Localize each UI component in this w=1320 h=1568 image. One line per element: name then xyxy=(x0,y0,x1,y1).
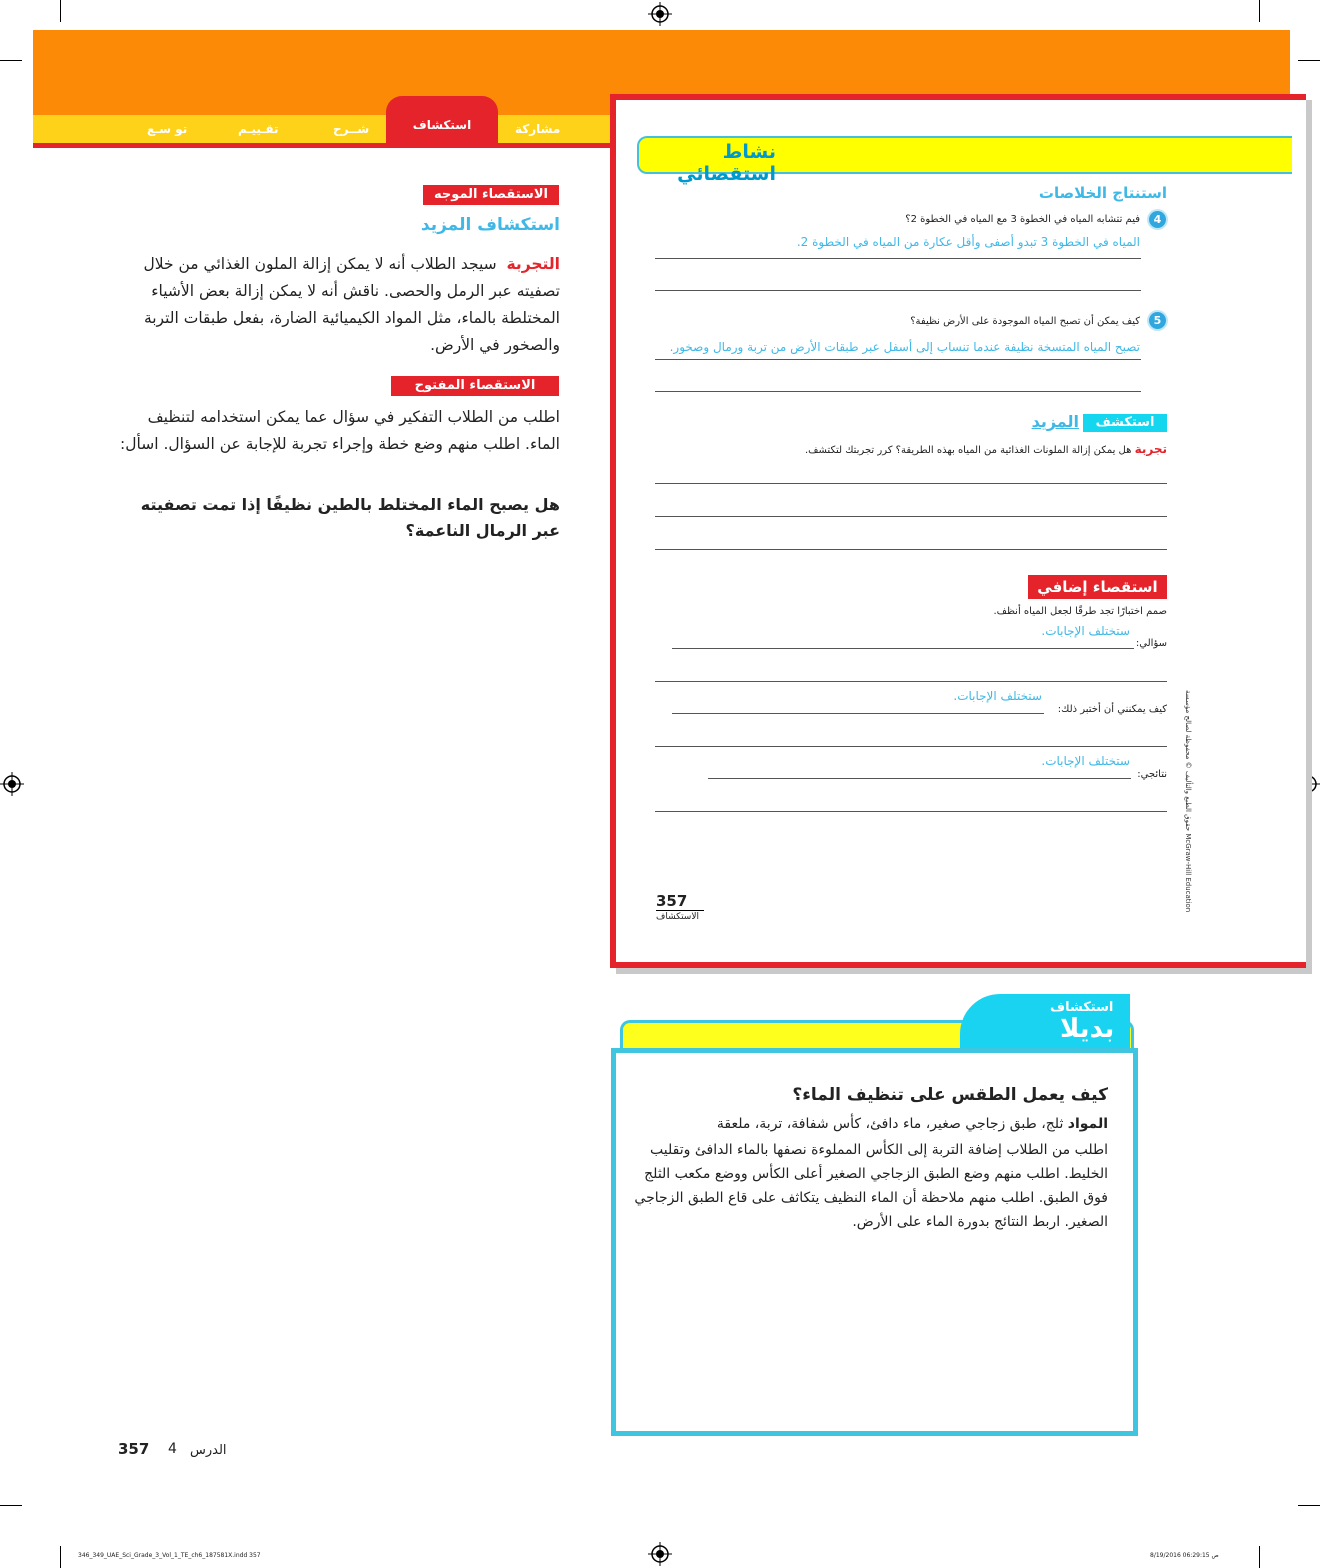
tab-explain[interactable]: شــرح xyxy=(333,122,370,136)
student-page-frame xyxy=(610,94,1306,968)
copyright-side-note: McGraw-Hill Education حقوق الطبع والتأليف © محفوظة لصالح مؤسسة xyxy=(1184,690,1192,913)
alt-activity-box xyxy=(611,1048,1138,1436)
crop-mark xyxy=(1298,1505,1320,1506)
answers-vary-1: ستختلف الإجابات. xyxy=(1041,624,1130,638)
answer-line xyxy=(655,681,1167,682)
inquiry-question: هل يصبح الماء المختلط بالطين نظيفًا إذا تمت تصفيته عبر الرمال الناعمة؟ xyxy=(140,495,560,540)
student-page-caption: الاستكشاف xyxy=(656,912,699,922)
answer-line xyxy=(672,713,1044,714)
question-4-answer: المياه في الخطوة 3 تبدو أصفى وأقل عكارة من المياه في الخطوة 2. xyxy=(796,235,1140,249)
answers-vary-3: ستختلف الإجابات. xyxy=(1041,754,1130,768)
experiment-tag: تجربة xyxy=(1134,442,1167,456)
answer-line xyxy=(655,483,1167,484)
answer-line xyxy=(672,648,1134,649)
crop-mark xyxy=(60,1546,61,1568)
answer-line xyxy=(708,778,1131,779)
alt-box-tag: استكشاف xyxy=(1050,1000,1114,1015)
tab-explore-active[interactable] xyxy=(386,96,498,148)
conclusions-title: استنتاج الخلاصات xyxy=(1038,184,1167,202)
materials-label: المواد xyxy=(1067,1116,1108,1132)
answer-line xyxy=(655,359,1141,360)
alt-body: اطلب من الطلاب إضافة التربة إلى الكأس المملوءة نصفها بالماء الدافئ وتقليب الخليط. اطلب منهم وضع الطبق الزجاجي الصغير أعلى الكأس ووضع مكعب الثلج فوق الطبق. اطلب منهم ملاحظة أن الماء النظيف يتكاثف على قاع الطبق الزجاجي الصغير. اربط النتائج بدورة الماء على الأرض. xyxy=(634,1142,1108,1230)
banner-title: نشاط استقصائي xyxy=(677,141,776,185)
lesson-label: الدرس xyxy=(190,1443,227,1458)
print-timestamp: 8/19/2016 06:29:15 ص xyxy=(1150,1552,1219,1559)
crop-mark xyxy=(0,1505,22,1506)
teacher-page-number: 357 xyxy=(118,1440,150,1458)
experiment-label: التجربة xyxy=(506,255,560,273)
results-label: نتائجي: xyxy=(1137,769,1167,780)
materials-text: ثلج، طبق زجاجي صغير، ماء دافئ، كأس شفافة، تربة، ملعقة xyxy=(716,1116,1064,1132)
crop-mark xyxy=(1259,0,1260,22)
question-number-4: 4 xyxy=(1149,211,1166,228)
answers-vary-2: ستختلف الإجابات. xyxy=(953,689,1042,703)
answer-line xyxy=(655,516,1167,517)
experiment-paragraph xyxy=(120,251,560,359)
open-inquiry-text: اطلب من الطلاب التفكير في سؤال عما يمكن استخدامه لتنظيف الماء. اطلب منهم وضع خطة وإجراء تجربة للإجابة عن السؤال. اسأل: xyxy=(120,408,560,453)
registration-mark-icon xyxy=(0,772,24,796)
lesson-number: 4 xyxy=(168,1441,177,1457)
student-page-number: 357 xyxy=(656,892,704,911)
extra-inquiry-badge: استقصاء إضافي xyxy=(1028,575,1167,599)
crop-mark xyxy=(1259,1546,1260,1568)
explore-more-subtitle: استكشاف المزيد xyxy=(420,215,560,235)
tab-extend[interactable]: تو سـع xyxy=(147,122,188,136)
question-number-5: 5 xyxy=(1149,312,1166,329)
guided-inquiry-badge: الاستقصاء الموجه xyxy=(423,185,559,205)
registration-mark-icon xyxy=(648,1542,672,1566)
alt-question: كيف يعمل الطقس على تنظيف الماء؟ xyxy=(792,1085,1108,1105)
explore-more-tag: استكشف xyxy=(1083,414,1167,432)
answer-line xyxy=(655,746,1167,747)
extra-experiment-text: هل يمكن إزالة الملونات الغذائية من المياه بهذه الطريقة؟ كرر تجربتك لتكتشف. xyxy=(804,445,1132,456)
crop-mark xyxy=(1298,60,1320,61)
answer-line xyxy=(655,290,1141,291)
question-5-text: كيف يمكن أن تصبح المياه الموجودة على الأرض نظيفة؟ xyxy=(910,316,1140,327)
registration-mark-icon xyxy=(648,2,672,26)
answer-line xyxy=(655,549,1167,550)
extra-intro: صمم اختبارًا تجد طرقًا لجعل المياه أنظف. xyxy=(993,606,1167,617)
how-test-label: كيف يمكنني أن أختبر ذلك: xyxy=(1057,704,1167,715)
header-red-line xyxy=(33,143,610,148)
my-question-label: سؤالي: xyxy=(1135,638,1167,649)
alt-box-title: بديلا xyxy=(1060,1014,1115,1044)
alt-materials xyxy=(632,1112,1108,1136)
explore-more-word: المزيد xyxy=(1031,412,1079,431)
answer-line xyxy=(655,811,1167,812)
experiment-text: سيجد الطلاب أنه لا يمكن إزالة الملون الغذائي من خلال تصفيته عبر الرمل والحصى. ناقش أنه لا يمكن إزالة بعض الأشياء المختلطة بالماء، مثل المواد الكيميائية الضارة، بفعل طبقات التربة والصخور في الأرض. xyxy=(143,255,560,354)
answer-line xyxy=(655,258,1141,259)
tab-engage[interactable]: مشاركة xyxy=(515,122,561,136)
crop-mark xyxy=(60,0,61,22)
file-name: 346_349_UAE_Sci_Grade_3_Vol_1_TE_ch6_187581X.indd 357 xyxy=(78,1552,261,1559)
answer-line xyxy=(655,391,1141,392)
open-inquiry-badge: الاستقصاء المفتوح xyxy=(391,376,559,396)
tab-label: استكشاف xyxy=(412,118,472,132)
extra-experiment xyxy=(805,442,1167,456)
question-4-text: فيم تتشابه المياه في الخطوة 3 مع المياه في الخطوة 2؟ xyxy=(905,214,1140,225)
question-5-answer: تصبح المياه المتسخة نظيفة عندما تنساب إلى أسفل عبر طبقات الأرض من تربة ورمال وصخور. xyxy=(669,340,1140,354)
tab-evaluate[interactable]: تقـييـم xyxy=(238,122,279,136)
crop-mark xyxy=(0,60,22,61)
activity-banner xyxy=(637,136,1292,185)
